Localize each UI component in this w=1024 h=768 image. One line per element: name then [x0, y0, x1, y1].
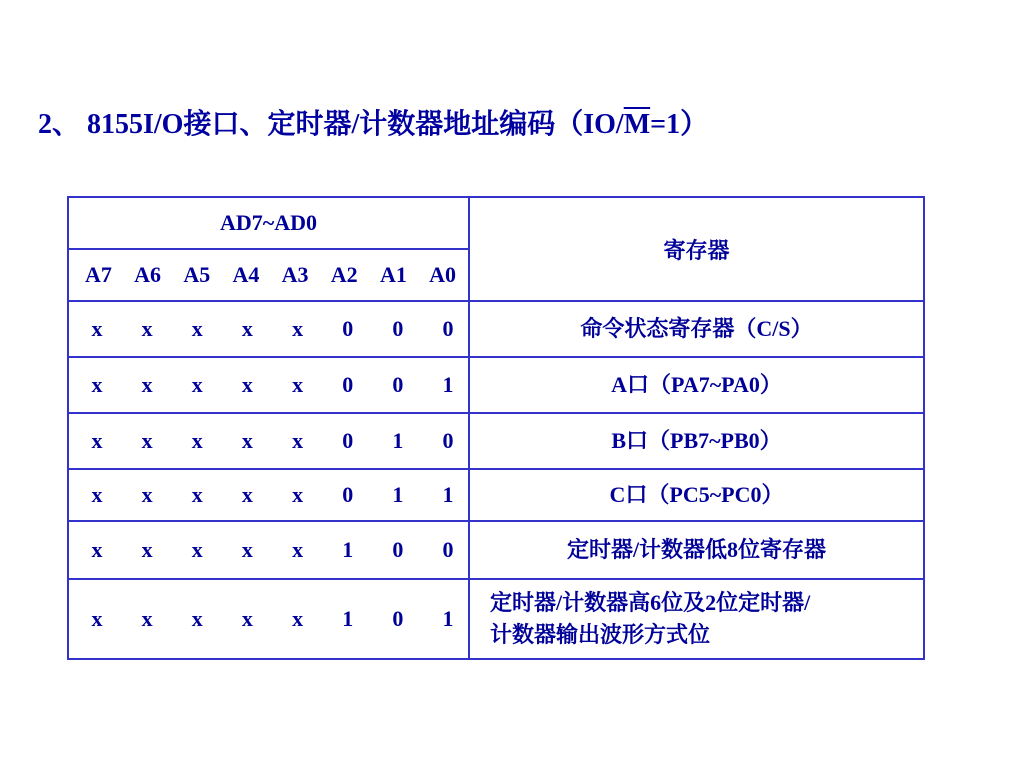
address-table	[67, 196, 925, 660]
bits-cell	[68, 357, 469, 413]
bit-value: x	[241, 537, 253, 562]
bit-value: 0	[442, 428, 454, 453]
bit-value: x	[91, 482, 103, 507]
bit-value: 0	[442, 316, 454, 341]
bit-value: 1	[442, 372, 454, 397]
bit-value: x	[191, 482, 203, 507]
bit-value: x	[91, 428, 103, 453]
bit-value: 0	[342, 482, 354, 507]
bit-header-a7: A7	[85, 262, 112, 287]
bit-value: 1	[342, 606, 354, 631]
bit-value: 0	[342, 372, 354, 397]
bit-value: x	[191, 428, 203, 453]
bit-value: x	[191, 606, 203, 631]
bit-value: x	[292, 428, 304, 453]
bit-header-a1: A1	[379, 262, 407, 287]
title-prefix: 2、 8155I/O接口、定时器/计数器地址编码（IO/	[38, 109, 624, 140]
bit-value: x	[191, 372, 203, 397]
bit-value: x	[141, 482, 153, 507]
bit-value: 0	[442, 537, 454, 562]
bit-value: x	[191, 316, 203, 341]
bit-value: x	[141, 428, 153, 453]
bit-value: x	[292, 482, 304, 507]
bit-value: x	[91, 606, 103, 631]
bit-value: x	[292, 606, 304, 631]
table-row	[68, 469, 924, 521]
bit-value: x	[141, 372, 153, 397]
bit-header-a3: A3	[281, 262, 309, 287]
register-cell: 定时器/计数器低8位寄存器	[469, 521, 924, 579]
bit-value: x	[292, 316, 304, 341]
bit-header-a0: A0	[429, 262, 456, 287]
bit-value: x	[141, 537, 153, 562]
title-overbar-m: $\overline{M}$	[623, 109, 651, 140]
table-row	[68, 413, 924, 469]
register-cell: A口（PA7~PA0）	[469, 357, 924, 413]
table-row	[68, 357, 924, 413]
bit-value: x	[292, 537, 304, 562]
bit-header-a5: A5	[183, 262, 211, 287]
bit-value: 1	[392, 428, 404, 453]
bit-value: x	[241, 428, 253, 453]
bit-value: 0	[342, 428, 354, 453]
bit-value: 0	[392, 372, 404, 397]
bit-value: 1	[442, 606, 454, 631]
bits-cell	[68, 469, 469, 521]
bit-value: x	[191, 537, 203, 562]
bit-value: x	[292, 372, 304, 397]
register-cell: 命令状态寄存器（C/S）	[469, 301, 924, 357]
table-row	[68, 579, 924, 659]
bit-value: x	[241, 606, 253, 631]
bits-cell	[68, 521, 469, 579]
bits-cell	[68, 413, 469, 469]
bit-value: x	[91, 316, 103, 341]
bit-header-a6: A6	[134, 262, 162, 287]
register-cell	[469, 579, 924, 659]
bit-value: 1	[392, 482, 404, 507]
register-header-cell: 寄存器	[469, 197, 924, 301]
bit-value: 0	[392, 316, 404, 341]
bits-cell	[68, 301, 469, 357]
register-line: 计数器输出波形方式位	[490, 622, 711, 647]
bit-value: x	[141, 316, 153, 341]
register-cell: C口（PC5~PC0）	[469, 469, 924, 521]
bit-value: x	[241, 316, 253, 341]
title-suffix: =1）	[650, 109, 709, 140]
table-row	[68, 521, 924, 579]
bits-cell	[68, 579, 469, 659]
bit-value: 1	[442, 482, 454, 507]
bit-value: 0	[392, 537, 404, 562]
group-header-cell: AD7~AD0	[68, 197, 469, 249]
bit-header-a4: A4	[232, 262, 260, 287]
bit-header-cell	[68, 249, 469, 301]
bit-value: x	[91, 537, 103, 562]
register-cell: B口（PB7~PB0）	[469, 413, 924, 469]
table-header-row	[68, 197, 924, 249]
bit-header-a2: A2	[330, 262, 358, 287]
bit-value: x	[241, 482, 253, 507]
bit-value: 1	[342, 537, 354, 562]
bit-value: x	[141, 606, 153, 631]
table-row	[68, 301, 924, 357]
bit-value: x	[91, 372, 103, 397]
bit-value: x	[241, 372, 253, 397]
page-title	[38, 102, 708, 142]
register-line: 定时器/计数器高6位及2位定时器/	[490, 590, 811, 615]
bit-value: 0	[392, 606, 404, 631]
bit-value: 0	[342, 316, 354, 341]
